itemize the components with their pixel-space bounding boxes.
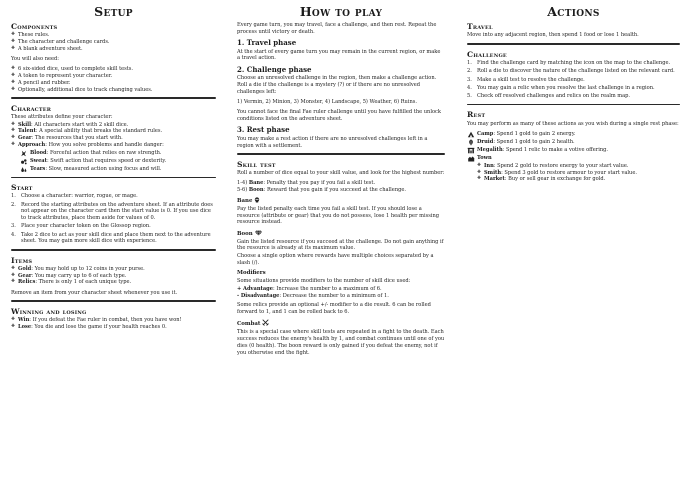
rest-text: You may perform as many of these actions as you wish during a single rest phase: [467,120,679,127]
howto-column [237,4,445,360]
approach-blood [20,150,216,157]
megalith-icon [467,147,475,154]
list-item: ❖ Market: Buy or sell gear in exchange for gold. [477,176,680,183]
attr-text: : All characters start with 2 skill dice. [31,121,129,128]
boon-text: Gain the listed resource if you succeed at the challenge. Do not gain anything if the resource is already at its maximum value. [237,238,444,252]
list-item: ❖ Gold: You may hold up to 12 coins in your purse. [11,266,216,273]
list-item: ❖ Smith: Spend 3 gold to restore armour to your start value. [477,170,680,177]
section-divider [11,177,216,178]
approach-text: : Swift action that requires speed or dexterity. [46,157,167,164]
crossed-swords-icon [262,319,269,326]
howto-intro: Every game turn, you may travel, face a challenge, and then rest. Repeat the process until victory or death. [237,22,437,35]
winning-list [11,317,216,330]
challenge-heading: Challenge [467,49,507,59]
also-need-text: You will also need: [11,56,60,63]
tears-icon [20,166,28,173]
travel-phase-text: At the start of every game turn you may remain in the current region, or make a travel action. [237,48,441,62]
skull-icon [254,197,260,203]
list-item: 3. Place your character token on the Glossop region. [11,223,151,230]
blood-icon [20,150,28,157]
list-item: 5-6) Boon: Reward that you gain if you succeed at the challenge. [237,187,406,194]
list-item [11,128,216,135]
list-item: ❖ A blank adventure sheet. [11,46,216,53]
gem-icon [255,230,262,236]
relics-text: Some relics provide an optional +/- modifier to a die result. 6 can be rolled forward to 1, and 1 can be rolled back to 6. [237,302,431,316]
list-item: 4. Take 2 dice to act as your skill dice and place them next to the adventure sheet. You may gain more skill dice with experience. [11,231,211,245]
section-divider [11,249,216,250]
list-item: ❖ Lose: You die and lose the game if your health reaches 0. [11,324,216,331]
components-list [11,32,216,52]
list-item: ❖ A pencil and rubber. [11,80,216,87]
boon-text-2: Choose a single option where rewards have multiple choices separated by a slash (/). [237,253,434,266]
combat-text: This is a special case where skill tests are repeated in a fight to the death. Each success reduces the enemy's health by 1, and combat continues until one of you dies (0 health). The boon reward is only gained if you defeat the enemy, not if you otherwise end the fight. [237,329,445,356]
list-item: 2. Roll a die to discover the nature of the challenge listed on the relevant card. [467,68,675,75]
list-item: ❖ 6 six-sided dice, used to complete skill tests. [11,66,216,73]
list-item: ❖ Win: If you defeat the Fae ruler in combat, then you have won! [11,317,216,324]
rest-phase-heading: 3. Rest phase [237,125,290,135]
start-heading: Start [11,182,33,192]
items-note: Remove an item from your character sheet whenever you use it. [11,289,178,296]
attr-name: Gear [18,135,32,142]
attributes-list [11,122,216,149]
approach-text: : Slow, measured action using focus and will. [45,165,162,172]
section-divider [11,97,216,98]
combat-heading: Combat [237,319,445,328]
actions-title: Actions [547,4,600,19]
howto-title: How to play [299,4,383,19]
camp-icon [467,131,475,138]
challenge-phase-text: Choose an unresolved challenge in the region, then make a challenge action. Roll a die if the challenge is a mystery (?) or if there are no unresolved challenges left: [237,75,437,95]
approach-name: Blood [30,149,47,156]
travel-heading: Travel [467,22,493,31]
list-item: 1. Choose a character: warrior, rogue, or mage. [11,193,138,200]
druid-icon [467,139,475,146]
also-need-list [11,66,216,93]
rest-phase-text: You may make a rest action if there are no unresolved challenges left in a region with a settlement. [237,135,428,149]
character-heading: Character [11,103,52,113]
travel-text: Move into any adjacent region, then spend 1 food or lose 1 health. [467,32,639,39]
attr-text: : A special ability that breaks the standard rules. [35,128,163,135]
rest-heading: Rest [467,110,486,120]
modifiers-list [237,286,445,299]
attr-name: Approach [18,141,46,148]
actions-column [467,4,680,187]
approach-sweat [20,158,216,165]
attr-text: : The resources that you start with. [31,135,123,142]
section-divider [237,153,445,154]
challenge-steps [467,60,680,100]
approach-name: Tears [30,165,46,172]
list-item: ❖ The character and challenge cards. [11,39,216,46]
list-item: 1-4) Bane: Penalty that you pay if you fail a skill test. [237,180,376,187]
approach-name: Sweat [30,157,47,164]
town-list [467,163,680,183]
list-item: ❖ Gear: You may carry up to 6 of each type. [11,273,216,280]
start-steps [11,193,216,245]
section-divider [11,300,216,301]
skill-test-heading: Skill test [237,159,276,169]
list-item: 2. Record the starting attributes on the adventure sheet. If an attribute does not appear on the character card then the start value is 0. If you use dice to track attributes, place them aside for values of 0. [11,201,213,222]
travel-phase-heading: 1. Travel phase [237,37,297,47]
attr-name: Talent [18,128,36,135]
list-item: 4. You may gain a relic when you resolve the last challenge in a region. [467,84,655,91]
list-item: ❖ Optionally, additional dice to track changing values. [11,87,216,94]
list-item: ❖ A token to represent your character. [11,73,216,80]
rest-option-town: Town [467,155,680,162]
list-item: - Disadvantage: Decrease the number to a minimum of 1. [237,292,389,299]
attr-name: Skill [18,121,32,128]
modifiers-text: Some situations provide modifiers to the number of skill dice used: [237,278,411,285]
approach-tears [20,166,216,173]
modifiers-heading: Modifiers [237,270,266,277]
approach-text: : Forceful action that relies on raw strength. [46,149,162,156]
bane-text: Pay the listed penalty each time you fail a skill test. If you should lose a resource (attribute or gear) that you do not possess, lose 1 health per missing resource instead. [237,205,439,226]
list-item [11,142,216,149]
list-item: ❖ Relics: There is only 1 of each unique type. [11,279,216,286]
list-item: 1. Find the challenge card by matching the icon on the map to the challenge. [467,59,671,66]
section-divider [467,104,680,105]
town-icon [467,155,475,162]
list-item: ❖ These rules. [11,32,216,39]
skill-results [237,180,445,193]
list-item: 5. Check off resolved challenges and relics on the realm map. [467,93,631,100]
rest-options [467,131,680,183]
approaches-list [11,150,216,173]
list-item [11,122,216,129]
rest-option-druid: Druid: Spend 1 gold to gain 2 health. [467,139,680,146]
winning-heading: Winning and losing [11,306,87,316]
section-divider [467,43,680,44]
boon-heading: Boon [237,230,445,238]
rest-option-megalith: Megalith: Spend 1 relic to make a votive offering. [467,147,680,154]
setup-title: Setup [94,4,133,19]
setup-column [11,4,216,334]
character-intro: These attributes define your character: [11,114,113,121]
components-heading: Components [11,22,58,31]
challenge-table: 1) Vermin, 2) Minion, 3) Monster, 4) Landscape, 5) Weather, 6) Ruins. [237,99,417,106]
challenge-note: You cannot face the final Fae ruler challenge until you have fulfilled the unlock conditions listed on the adventure sheet. [237,109,441,122]
challenge-phase-heading: 2. Challenge phase [237,64,312,74]
list-item [11,135,216,142]
rest-option-camp: Camp: Spend 1 gold to gain 2 energy. [467,131,680,138]
items-list [11,266,216,286]
list-item: 3. Make a skill test to resolve the challenge. [467,76,585,83]
sweat-icon [20,158,28,165]
list-item: + Advantage: Increase the number to a maximum of 6. [237,285,382,292]
items-heading: Items [11,255,33,265]
attr-text: : How you solve problems and handle danger: [45,141,164,148]
list-item: ❖ Inn: Spend 2 gold to restore energy to your start value. [477,163,680,170]
skill-test-text: Roll a number of dice equal to your skill value, and look for the highest number: [237,170,445,177]
bane-heading: Bane [237,197,445,205]
